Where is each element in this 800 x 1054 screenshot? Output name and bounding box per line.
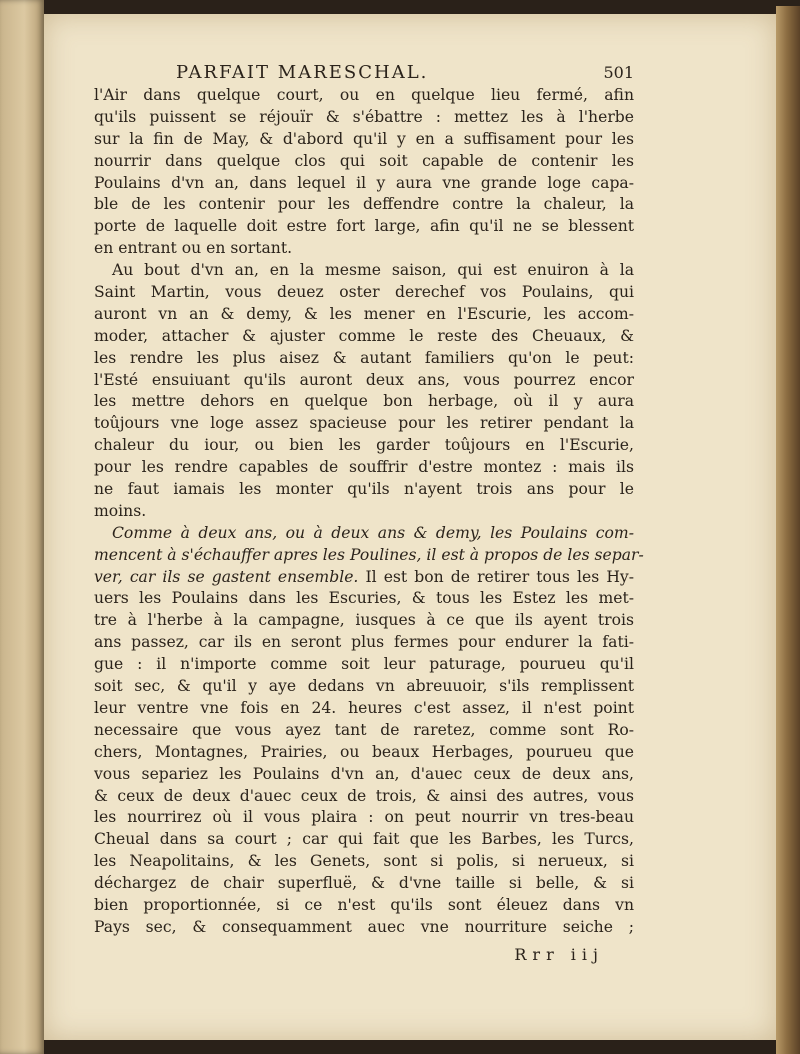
running-title: PARFAIT MARESCHAL. — [176, 62, 429, 83]
previous-page-edge — [0, 0, 44, 1054]
text-line: qu'ils puissent se réjouïr & s'ébattre : mettez les à l'herbe — [94, 107, 634, 126]
text-line: les nourrirez où il vous plaira : on peut nourrir vn tres-beau — [94, 808, 634, 827]
text-line: tre à l'herbe à la campagne, iusques à ce que ils ayent trois — [94, 611, 634, 630]
text-line: leur ventre vne fois en 24. heures c'est assez, il n'est point — [94, 698, 634, 717]
text-line — [94, 567, 634, 589]
text-line: moins. — [94, 501, 147, 520]
text-line: l'Esté ensuiuant qu'ils auront deux ans, vous pourrez encor — [94, 370, 634, 389]
signature-mark: Rrr iij — [514, 944, 604, 964]
text-line: vous separiez les Poulains d'vn an, d'auec ceux de deux ans, — [94, 764, 634, 783]
text-line: bien proportionnée, si ce n'est qu'ils sont éleuez dans vn — [94, 895, 634, 914]
text-line: Pays sec, & consequamment auec vne nourriture seiche ; — [94, 917, 634, 936]
text-line: chers, Montagnes, Prairies, ou beaux Herbages, pourueu que — [94, 742, 634, 761]
running-header — [94, 62, 634, 83]
text-line: Comme à deux ans, ou à deux ans & demy, les Poulains com- — [112, 523, 634, 542]
text-line: ne faut iamais les monter qu'ils n'ayent trois ans pour le — [94, 480, 634, 499]
text-line: l'Air dans quelque court, ou en quelque lieu fermé, afin — [94, 86, 634, 104]
text-line: sur la fin de May, & d'abord qu'il y en a suffisament pour les — [94, 129, 634, 148]
roman-segment: Il est bon de retirer tous les Hy- — [358, 567, 635, 586]
text-line: gue : il n'importe comme soit leur paturage, pourueu qu'il — [94, 655, 634, 674]
text-line: chaleur du iour, ou bien les garder toûjours en l'Escurie, — [94, 436, 634, 455]
book-fore-edge — [776, 6, 800, 1054]
page-text-block — [94, 62, 644, 964]
text-line: soit sec, & qu'il y aye dedans vn abreuuoir, s'ils remplissent — [94, 677, 634, 696]
text-line: ble de les contenir pour les deffendre contre la chaleur, la — [94, 195, 634, 214]
text-line: moder, attacher & ajuster comme le reste des Cheuaux, & — [94, 326, 634, 345]
text-line: nourrir dans quelque clos qui soit capable de contenir les — [94, 151, 634, 170]
book-page — [44, 14, 776, 1040]
text-line: auront vn an & demy, & les mener en l'Escurie, les accom- — [94, 304, 634, 323]
text-line: mencent à s'échauffer apres les Poulines, il est à propos de les separ- — [94, 545, 644, 564]
text-line: Poulains d'vn an, dans lequel il y aura vne grande loge capa- — [94, 173, 634, 192]
page-number: 501 — [603, 63, 634, 82]
text-line: toûjours vne loge assez spacieuse pour les retirer pendant la — [94, 414, 634, 433]
text-line: & ceux de deux d'auec ceux de trois, & ainsi des autres, vous — [94, 786, 634, 805]
text-line: necessaire que vous ayez tant de raretez, comme sont Ro- — [94, 720, 634, 739]
text-line: pour les rendre capables de souffrir d'estre montez : mais ils — [94, 458, 634, 477]
text-line: déchargez de chair superfluë, & d'vne taille si belle, & si — [94, 874, 634, 893]
body-text — [94, 85, 644, 939]
text-line: Au bout d'vn an, en la mesme saison, qui est enuiron à la — [112, 261, 634, 280]
italic-segment: ver, car ils se gastent ensemble. — [94, 567, 359, 586]
text-line: Cheual dans sa court ; car qui fait que les Barbes, les Turcs, — [94, 830, 634, 849]
text-line: ans passez, car ils en seront plus fermes pour endurer la fati- — [94, 633, 634, 652]
text-line: Saint Martin, vous deuez oster derechef vos Poulains, qui — [94, 283, 634, 302]
text-line: en entrant ou en sortant. — [94, 239, 293, 258]
text-line: uers les Poulains dans les Escuries, & tous les Estez les met- — [94, 589, 634, 608]
text-line: les Neapolitains, & les Genets, sont si polis, si nerueux, si — [94, 852, 634, 871]
text-line: porte de laquelle doit estre fort large, afin qu'il ne se blessent — [94, 217, 634, 236]
text-line: les mettre dehors en quelque bon herbage, où il y aura — [94, 392, 634, 411]
text-line: les rendre les plus aisez & autant familiers qu'on le peut: — [94, 348, 634, 367]
